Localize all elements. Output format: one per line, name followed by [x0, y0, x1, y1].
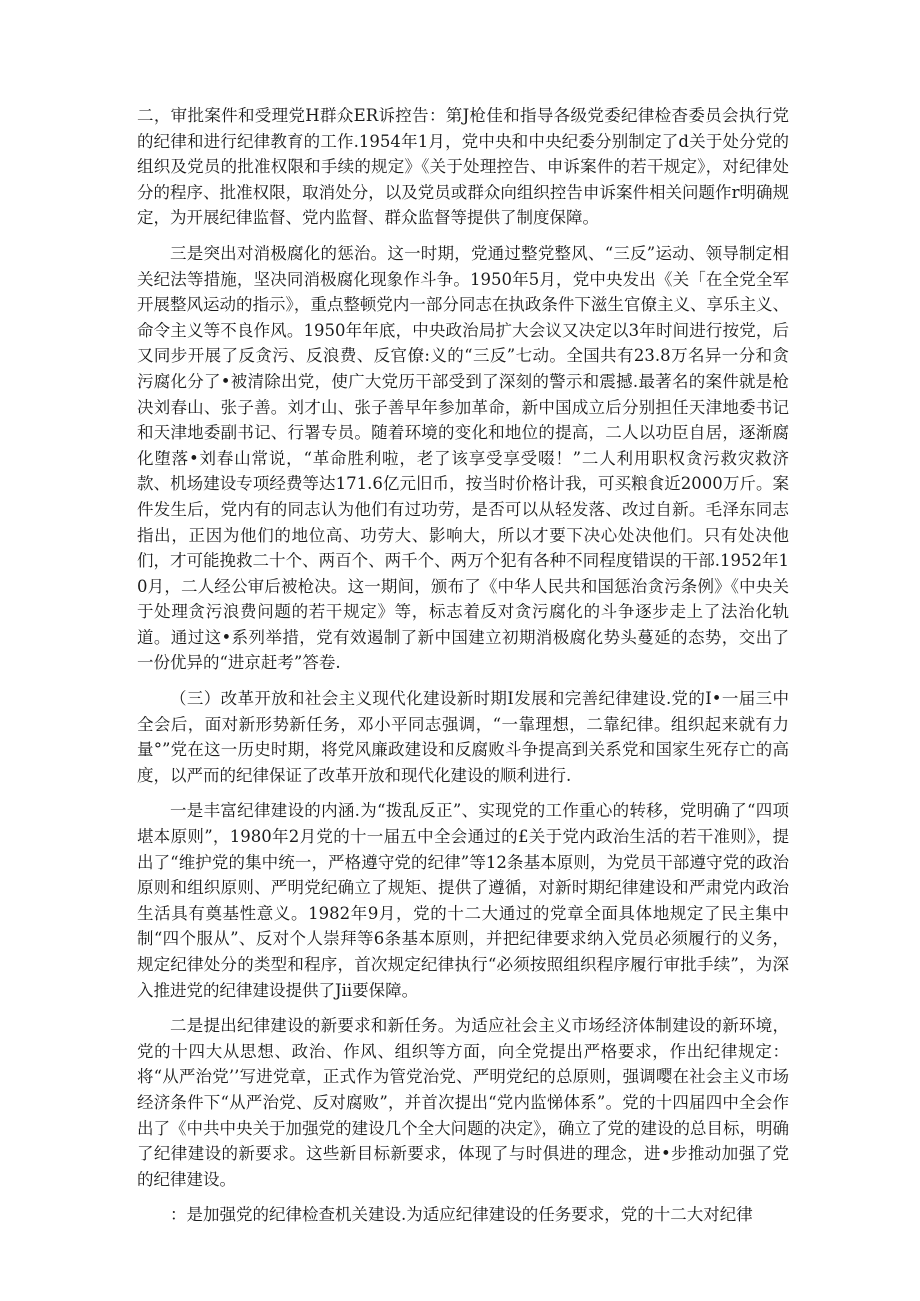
paragraph-new-requirements: 二是提出纪律建设的新要求和新任务。为适应社会主义市场经济体制建设的新环境，党的十四大从思想、政治、作风、组织等方面，向全党提出严格要求，作出纪律规定：将“从严治党’’写进党章，正式作为管党治党、严明党纪的总原则，强调嘤在社会主义市场经济条件下“从严治党、反对腐败”，并首次提出“党内监悌体系”。党的十四届四中全会作出了《中共中央关于加强党的建设几个全大问题的决定》，确立了党的建设的总目标，明确了纪律建设的新要求。这些新目标新要求，体现了与时俱进的理念，进•步推动加强了党的纪律建设。	[137, 1016, 789, 1189]
paragraph-inspection-organs: ：是加强党的纪律检查机关建设.为适应纪律建设的任务要求，党的十二大对纪律	[170, 1205, 753, 1225]
paragraph-reform-era-heading: （三）改革开放和社会主义现代化建设新时期I发展和完善纪律建设.党的I•一届三中全会后，面对新形势新任务，邓小平同志强调，“一靠理想，二靠纪律。组织起来就有力量°”党在这一历史时期，将党风廉政建设和反腐败斗争提高到关系党和国家生死存亡的高度，以严而的纪律保证了改革开放和现代化建设的顺利进行.	[137, 689, 789, 785]
paragraph-anti-corruption-punishment: 三是突出对消极腐化的惩治。这一时期，党通过整党整风、“三反”运动、领导制定相关纪法等措施，坚决同消极腐化现象作斗争。1950年5月，党中央发出《关「在全党全军开展整风运动的指示》，重点整顿党内一部分同志在执政条件下滋生官僚主义、享乐主义、命令主义等不良作风。1950年年底，中央政治局扩大会议又决定以3年时间进行按党，后又同步开展了反贪污、反浪费、反官僚:义的“三反”七动。全国共有23.8万名异一分和贪污腐化分了•被清除出党，使广大党历干部受到了深刻的警示和震撼.最著名的案件就是枪决刘春山、张子善。刘才山、张子善早年参加革命，新中国成立后分别担任天津地委书记和天津地委副书记、行署专员。随着环境的变化和地位的提高，二人以功臣自居，逐渐腐化堕落•刘春山常说，“革命胜利啦，老了该享受享受啜！”二人利用职权贪污救灾救济款、机场建设专项经费等达171.6亿元旧币，按当时价格计我，可买粮食近2000万斤。案件发生后，党内有的同志认为他们有过功劳，是否可以从轻发落、改过自新。毛泽东同志指出，正因为他们的地位高、功劳大、影响大，所以才要下决心处决他们。只有处决他们，才可能挽救二十个、两百个、两千个、两万个犯有各种不同程度错误的干部.1952年10月，二人经公审后被枪决。这一期间，颁布了《中华人民共和国惩治贪污条例》《中央关于处理贪污浪费问题的若干规定》等，标志着反对贪污腐化的斗争逐步走上了法治化轨道。通过这•系列举措，党有效遏制了新中国建立初期消极腐化势头蔓延的态势，交出了一份优异的“进京赶考”答卷.	[137, 243, 789, 673]
paragraph-enrich-discipline: 一是丰富纪律建设的内涵.为“拨乱反正”、实现党的工作重心的转移，党明确了“四项堪本原则”，1980年2月党的十一届五中全会通过的£关于党内政治生活的若干准则》，提出了“维护党的集中统一，严格遵守党的纪律”等12条基本原则，为党员干部遵守党的政治原则和组织原则、严明党纪确立了规矩、提供了遵循，对新时期纪律建设和严肃党内政治生活具有奠基性意义。1982年9月，党的十二大通过的党章全面具体地规定了民主集中制“四个服从”、反对个人崇拜等6条基本原则，并把纪律要求纳入党员必须履行的义务，规定纪律处分的类型和程序，首次规定纪律执行“必须按照组织程序履行审批手续”，为深入推进党的纪律建设提供了Jii要保障。	[137, 801, 789, 1000]
document-page	[137, 103, 789, 1228]
paragraph-approval-cases: 二，审批案件和受理党H群众ER诉控告：第J枪佳和指导各级党委纪律检杳委员会执行党的纪律和进行纪律教育的工作.1954年1月，党中央和中央纪委分别制定了d关于处分党的组织及党员的批准权限和手续的规定》《关于处理控告、申诉案件的若干规定》，对纪律处分的程序、批准权限，取消处分，以及党员或群众向组织控告申诉案件相关问题作r明确规定，为开展纪律监督、党内监督、群众监督等提供了制度保障。	[137, 106, 789, 228]
